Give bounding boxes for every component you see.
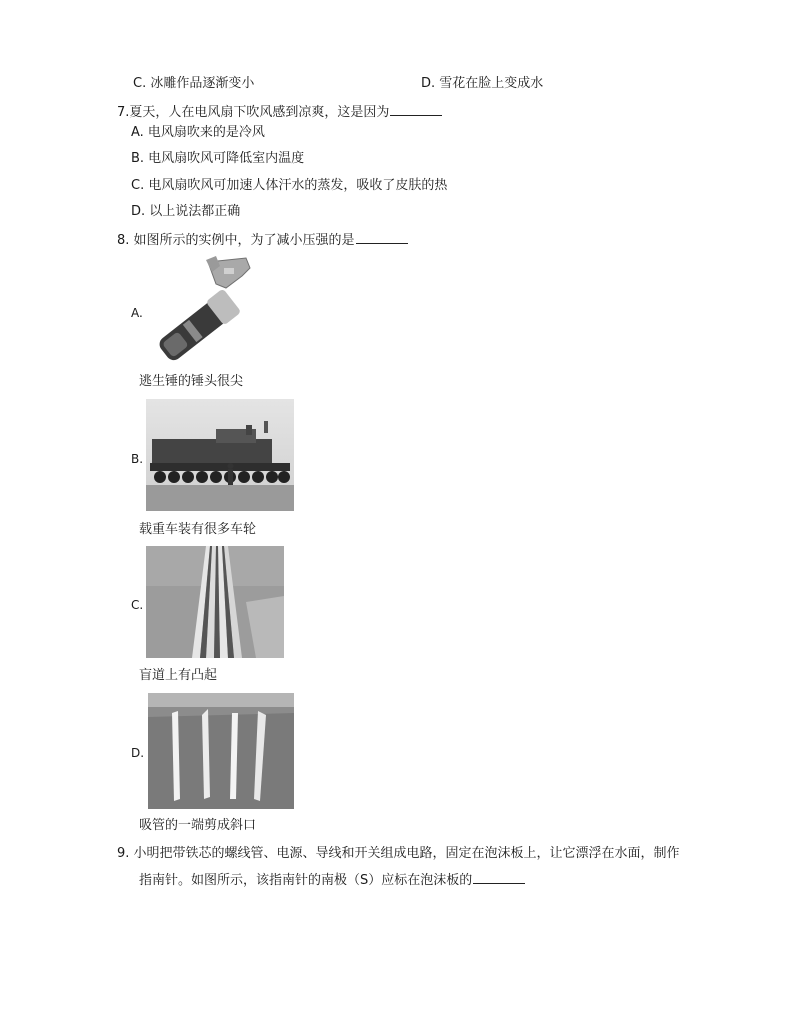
q8-option-c-image xyxy=(146,546,284,658)
q8-option-d-caption: 吸管的一端剪成斜口 xyxy=(139,818,257,833)
q8-option-d-letter: D. xyxy=(131,746,145,760)
escape-hammer-illustration xyxy=(146,254,254,368)
q8-answer-blank xyxy=(356,231,408,244)
q9-stem-line2-text: 指南针。如图所示，该指南针的南极（S）应标在泡沫板的 xyxy=(139,873,473,888)
q7-option-c: C. 电风扇吹风可加速人体汗水的蒸发，吸收了皮肤的热 xyxy=(131,178,448,193)
q8-option-c-letter: C. xyxy=(131,598,144,612)
straws-photo xyxy=(148,693,294,809)
q8-option-d-image xyxy=(148,693,294,809)
q7-option-d: D. 以上说法都正确 xyxy=(131,204,241,219)
q7-option-a: A. 电风扇吹来的是冷风 xyxy=(131,125,265,140)
q6-option-c: C. 冰雕作品逐渐变小 xyxy=(133,76,255,91)
q8-option-a-image xyxy=(146,254,254,368)
q9-answer-blank xyxy=(473,871,525,884)
q8-option-b-caption: 载重车装有很多车轮 xyxy=(139,522,257,537)
q8-stem xyxy=(117,231,408,250)
q7-stem xyxy=(117,103,442,122)
q9-stem-line1: 9. 小明把带铁芯的螺线管、电源、导线和开关组成电路，固定在泡沫板上，让它漂浮在水面，制作 xyxy=(117,846,680,861)
q8-option-b-image xyxy=(146,399,294,511)
tactile-paving-photo xyxy=(146,546,284,658)
q8-stem-text: 8. 如图所示的实例中，为了减小压强的是 xyxy=(117,233,355,248)
heavy-truck-photo xyxy=(146,399,294,511)
q6-option-d: D. 雪花在脸上变成水 xyxy=(421,76,544,91)
q8-option-b-letter: B. xyxy=(131,452,144,466)
q7-option-b: B. 电风扇吹风可降低室内温度 xyxy=(131,151,305,166)
q7-stem-text: 7.夏天，人在电风扇下吹风感到凉爽，这是因为 xyxy=(117,105,390,120)
q8-option-a-letter: A. xyxy=(131,306,143,320)
q7-answer-blank xyxy=(390,103,442,116)
q8-option-a-caption: 逃生锤的锤头很尖 xyxy=(139,374,244,389)
q9-stem-line2 xyxy=(139,871,525,890)
q8-option-c-caption: 盲道上有凸起 xyxy=(139,668,218,683)
